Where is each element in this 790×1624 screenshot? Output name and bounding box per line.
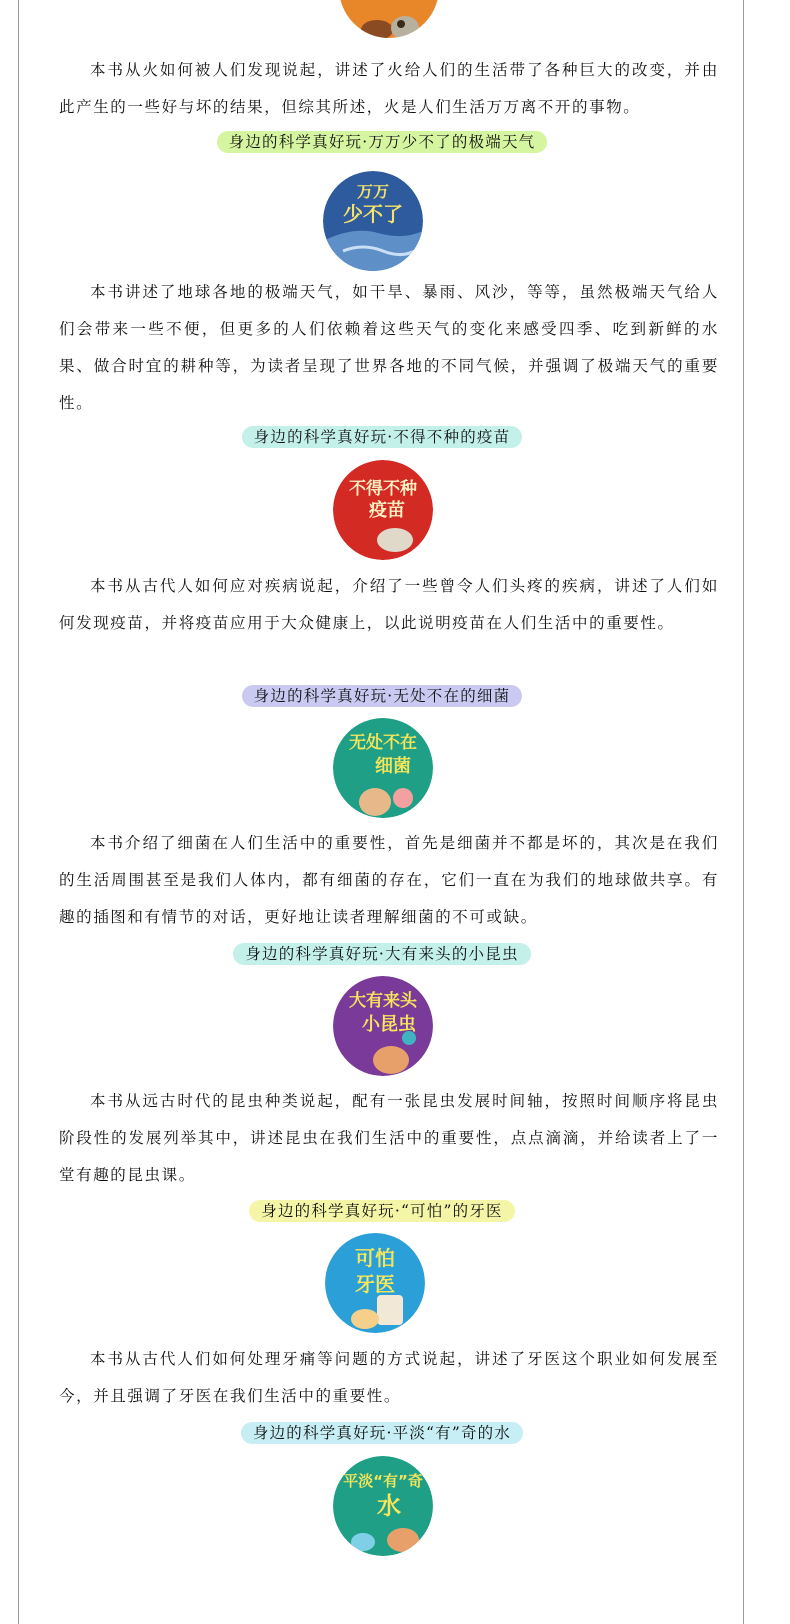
- book-description-bacteria: 本书介绍了细菌在人们生活中的重要性，首先是细菌并不都是坏的，其次是在我们的生活周围甚至是我们人体内，都有细菌的存在，它们一直在为我们的地球做共享。有趣的插图和有情节的对话，更好地让读者理解细菌的不可或缺。: [59, 834, 719, 926]
- book-cover-dentist: [325, 1233, 425, 1333]
- cover-title-line1: 万万: [356, 182, 390, 201]
- book-title-dentist: 身边的科学真好玩·“可怕”的牙医: [249, 1200, 514, 1222]
- cover-title-line1: 无处不在: [349, 733, 417, 753]
- book-title-vaccine: 身边的科学真好玩·不得不种的疫苗: [242, 426, 523, 448]
- cover-title-line2: 疫苗: [369, 500, 405, 521]
- cover-title-line2: 小昆虫: [362, 1014, 416, 1035]
- book-description-dentist: 本书从古代人们如何处理牙痛等问题的方式说起，讲述了牙医这个职业如何发展至今，并且强调了牙医在我们生活中的重要性。: [59, 1350, 719, 1405]
- book-description-fire: 本书从火如何被人们发现说起，讲述了火给人们的生活带了各种巨大的改变，并由此产生的一些好与坏的结果，但综其所述，火是人们生活万万离不开的事物。: [59, 61, 719, 116]
- cover-title-line2: 牙医: [355, 1272, 395, 1296]
- book-description-insects: 本书从远古时代的昆虫种类说起，配有一张昆虫发展时间轴，按照时间顺序将昆虫阶段性的发展列举其中，讲述昆虫在我们生活中的重要性，点点滴滴，并给读者上了一堂有趣的昆虫课。: [59, 1092, 719, 1184]
- book-cover-fire: [339, 0, 439, 38]
- book-description-extreme-weather: 本书讲述了地球各地的极端天气，如干旱、暴雨、风沙，等等，虽然极端天气给人们会带来一些不便，但更多的人们依赖着这些天气的变化来感受四季、吃到新鲜的水果、做合时宜的耕种等，为读者呈现了世界各地的不同气候，并强调了极端天气的重要性。: [59, 283, 719, 412]
- cover-title-line1: 可怕: [355, 1246, 395, 1270]
- book-cover-insects: [333, 976, 433, 1076]
- book-title-insects: 身边的科学真好玩·大有来头的小昆虫: [233, 943, 530, 965]
- book-title-water: 身边的科学真好玩·平淡“有”奇的水: [241, 1422, 523, 1444]
- book-cover-water: [333, 1456, 433, 1556]
- cover-title-line2: 水: [377, 1492, 401, 1520]
- cover-title-line1: 大有来头: [349, 991, 417, 1011]
- content-frame: [18, 0, 744, 1624]
- cover-title-line1: 平淡“有”奇: [343, 1472, 423, 1490]
- cover-title-line1: 不得不种: [349, 479, 417, 499]
- book-title-bacteria: 身边的科学真好玩·无处不在的细菌: [242, 685, 523, 707]
- book-description-vaccine: 本书从古代人如何应对疾病说起，介绍了一些曾令人们头疼的疾病，讲述了人们如何发现疫苗，并将疫苗应用于大众健康上，以此说明疫苗在人们生活中的重要性。: [59, 577, 719, 632]
- book-cover-extreme-weather: [323, 171, 423, 271]
- book-title-extreme-weather: 身边的科学真好玩·万万少不了的极端天气: [217, 131, 548, 153]
- cover-title-line2: 细菌: [375, 756, 411, 777]
- book-cover-bacteria: [333, 718, 433, 818]
- book-cover-vaccine: [333, 460, 433, 560]
- cover-title-line2: 少不了: [343, 202, 403, 226]
